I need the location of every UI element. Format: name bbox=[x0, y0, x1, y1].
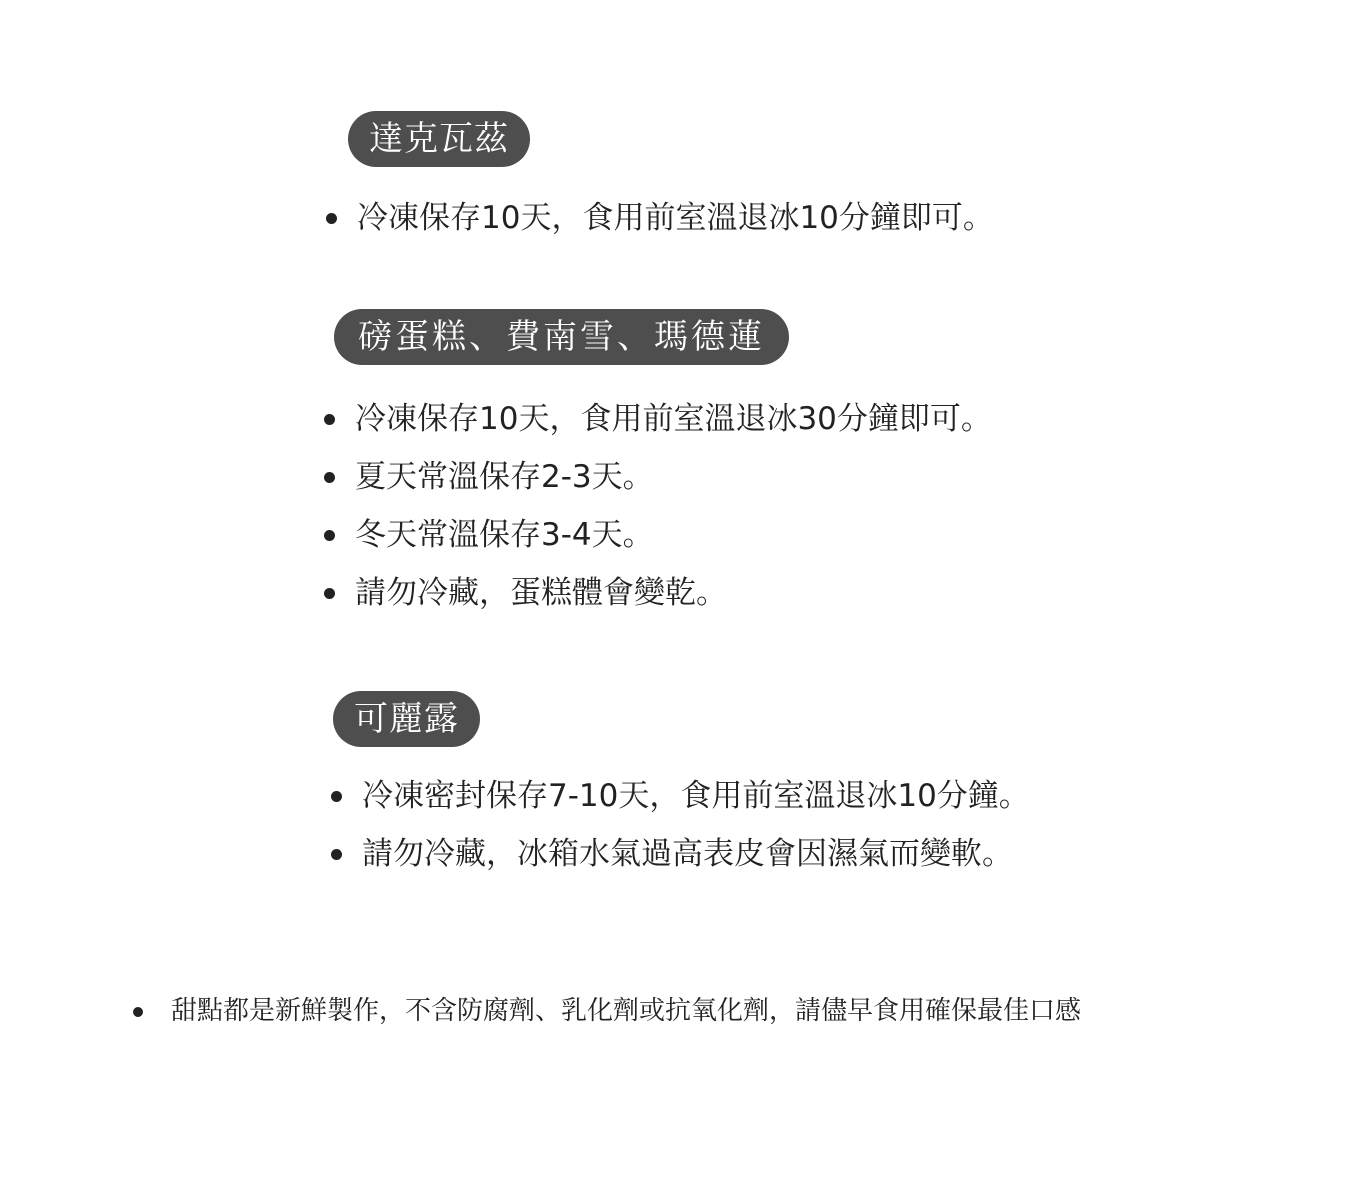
freshness-footnote bbox=[133, 989, 1081, 1033]
section-dacquoise bbox=[348, 111, 530, 167]
list-item bbox=[327, 390, 992, 448]
list-item bbox=[327, 564, 992, 622]
footnote-text: 甜點都是新鮮製作，不含防腐劑、乳化劑或抗氧化劑，請儘早食用確保最佳口感 bbox=[171, 996, 1082, 1026]
list-item-text: 夏天常溫保存2-3天。 bbox=[355, 459, 654, 495]
section-pound-cake-financier-madeleine bbox=[334, 309, 789, 365]
list-item bbox=[334, 825, 1030, 883]
section-title-badge: 達克瓦茲 bbox=[348, 111, 530, 167]
section-title-badge: 磅蛋糕、費南雪、瑪德蓮 bbox=[334, 309, 789, 365]
bullet-icon bbox=[324, 530, 335, 541]
section-title-badge: 可麗露 bbox=[333, 691, 480, 747]
list-item-text: 冷凍密封保存7-10天，食用前室溫退冰10分鐘。 bbox=[362, 778, 1030, 814]
list-item-text: 冬天常溫保存3-4天。 bbox=[355, 517, 654, 553]
bullet-icon bbox=[324, 472, 335, 483]
list-item bbox=[327, 448, 992, 506]
bullet-icon bbox=[133, 1007, 143, 1017]
section-canele bbox=[333, 691, 480, 747]
bullet-icon bbox=[331, 791, 342, 802]
list-item bbox=[329, 189, 994, 247]
canele-list bbox=[334, 767, 1030, 883]
dacquoise-list bbox=[329, 189, 994, 247]
list-item-text: 請勿冷藏，冰箱水氣過高表皮會因濕氣而變軟。 bbox=[362, 836, 1013, 872]
list-item bbox=[327, 506, 992, 564]
bullet-icon bbox=[324, 414, 335, 425]
list-item bbox=[334, 767, 1030, 825]
list-item-text: 請勿冷藏，蛋糕體會變乾。 bbox=[355, 575, 727, 611]
list-item-text: 冷凍保存10天，食用前室溫退冰30分鐘即可。 bbox=[355, 401, 992, 437]
list-item-text: 冷凍保存10天，食用前室溫退冰10分鐘即可。 bbox=[357, 200, 994, 236]
bullet-icon bbox=[324, 588, 335, 599]
bullet-icon bbox=[326, 213, 337, 224]
pound-cake-list bbox=[327, 390, 992, 622]
bullet-icon bbox=[331, 849, 342, 860]
